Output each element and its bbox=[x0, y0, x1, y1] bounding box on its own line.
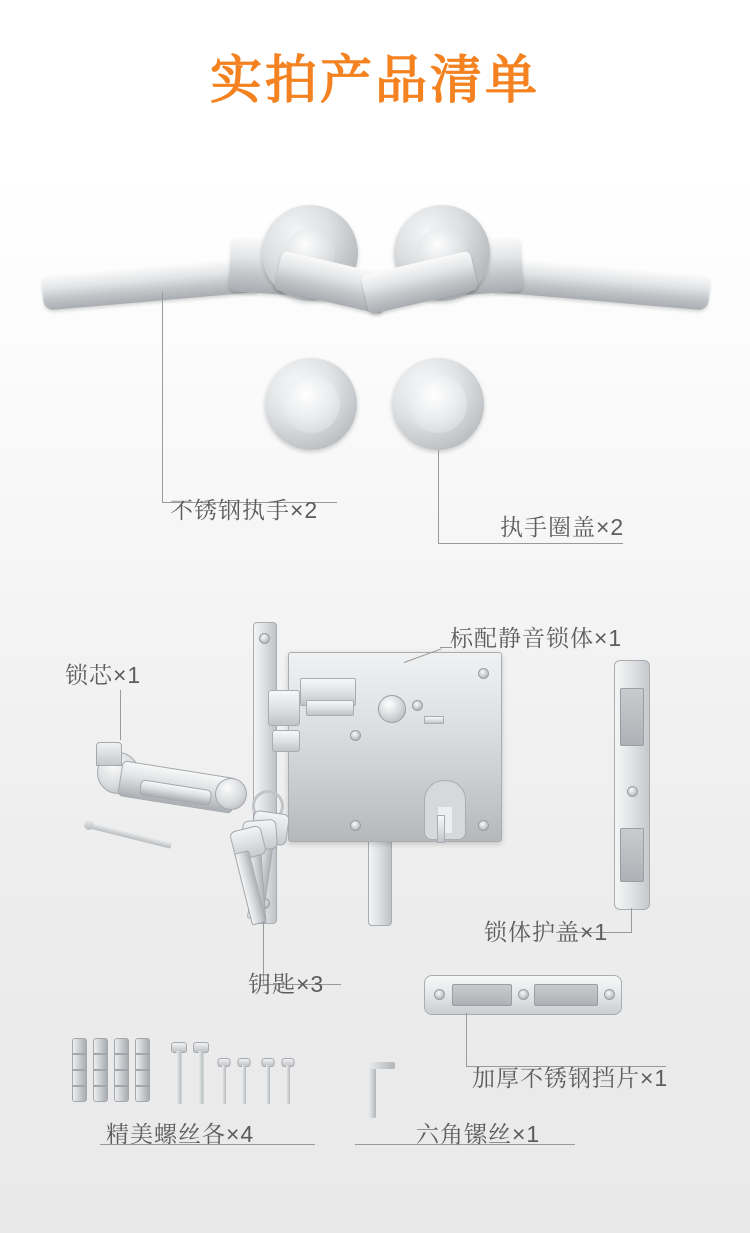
cylinder-cutout bbox=[424, 780, 466, 840]
label-rose-cover: 执手圈盖×2 bbox=[500, 514, 625, 540]
anchor-band bbox=[94, 1053, 107, 1055]
anchor-band bbox=[73, 1085, 86, 1087]
wall-anchor-4 bbox=[135, 1038, 150, 1102]
label-handle: 不锈钢执手×2 bbox=[170, 497, 319, 523]
allen-wrench-illustration bbox=[355, 1060, 395, 1118]
strike-plate-screw-right bbox=[604, 989, 615, 1000]
leader-lock-cover-vertical bbox=[631, 908, 632, 932]
case-notch bbox=[424, 716, 444, 724]
spindle-hole bbox=[378, 695, 406, 723]
page-title: 实拍产品清单 bbox=[209, 52, 540, 110]
case-screw-4 bbox=[350, 820, 361, 831]
long-screw-2 bbox=[194, 1042, 208, 1104]
keyhole-right bbox=[429, 388, 447, 420]
label-lock-body: 标配静音锁体×1 bbox=[450, 625, 623, 651]
anchor-band bbox=[94, 1085, 107, 1087]
cylinder-fixing-screw-head bbox=[84, 820, 94, 830]
anchor-band bbox=[115, 1069, 128, 1071]
dead-bolt bbox=[272, 730, 300, 752]
cylinder-fixing-screw bbox=[87, 822, 172, 849]
anchor-band bbox=[136, 1053, 149, 1055]
screw-shaft bbox=[199, 1051, 204, 1104]
wall-anchor-3 bbox=[114, 1038, 129, 1102]
latch-bolt bbox=[268, 690, 300, 726]
anchor-band bbox=[115, 1053, 128, 1055]
case-screw-2 bbox=[478, 668, 489, 679]
screw-shaft bbox=[242, 1065, 246, 1104]
short-screw-3 bbox=[262, 1058, 273, 1104]
leader-rose-cover-horizontal bbox=[438, 543, 623, 544]
screw-shaft bbox=[266, 1065, 270, 1104]
anchor-band bbox=[136, 1085, 149, 1087]
anchor-band bbox=[73, 1069, 86, 1071]
keyhole-left bbox=[302, 388, 320, 420]
label-lock-cover: 锁体护盖×1 bbox=[484, 919, 609, 945]
faceplate-screw-top bbox=[259, 633, 270, 644]
lever-handle-left bbox=[41, 258, 258, 311]
case-screw-1 bbox=[350, 730, 361, 741]
leader-cylinder-vertical bbox=[120, 690, 121, 740]
long-screw-1 bbox=[172, 1042, 186, 1104]
lock-cover-hole bbox=[627, 786, 638, 797]
label-strike-plate: 加厚不锈钢挡片×1 bbox=[472, 1065, 669, 1091]
strike-plate-screw-mid bbox=[518, 989, 529, 1000]
strike-plate-hole-right bbox=[534, 984, 598, 1006]
label-cylinder: 锁芯×1 bbox=[65, 662, 142, 688]
rose-cover-right bbox=[392, 358, 484, 450]
latch-spring bbox=[306, 700, 354, 716]
lever-handle-right bbox=[494, 258, 711, 311]
allen-long-arm bbox=[369, 1066, 376, 1118]
label-keys: 钥匙×3 bbox=[248, 971, 325, 997]
strike-plate-hole-left bbox=[452, 984, 512, 1006]
leader-rose-cover-vertical bbox=[438, 450, 439, 543]
cylinder-thumbturn bbox=[96, 742, 122, 766]
allen-short-arm bbox=[369, 1062, 395, 1069]
label-allen-wrench: 六角镙丝×1 bbox=[416, 1121, 541, 1147]
anchor-band bbox=[73, 1053, 86, 1055]
cylinder-cam-right bbox=[215, 778, 247, 810]
lock-cover-window-top bbox=[620, 688, 644, 746]
leader-handle-vertical bbox=[162, 292, 163, 502]
case-keyway bbox=[437, 815, 445, 843]
anchor-band bbox=[94, 1069, 107, 1071]
screw-shaft bbox=[286, 1065, 290, 1104]
leader-strike-plate-vertical bbox=[466, 1013, 467, 1066]
short-screw-4 bbox=[282, 1058, 293, 1104]
short-screw-2 bbox=[238, 1058, 249, 1104]
wall-anchor-1 bbox=[72, 1038, 87, 1102]
anchor-band bbox=[136, 1069, 149, 1071]
screw-shaft bbox=[177, 1051, 182, 1104]
label-screws: 精美螺丝各×4 bbox=[106, 1121, 255, 1147]
lock-cover-window-bottom bbox=[620, 828, 644, 882]
anchor-band bbox=[115, 1085, 128, 1087]
case-screw-3 bbox=[478, 820, 489, 831]
strike-plate-screw-left bbox=[434, 989, 445, 1000]
case-screw-5 bbox=[412, 700, 423, 711]
short-screw-1 bbox=[218, 1058, 229, 1104]
rose-cover-left bbox=[265, 358, 357, 450]
wall-anchor-2 bbox=[93, 1038, 108, 1102]
screw-shaft bbox=[222, 1065, 226, 1104]
